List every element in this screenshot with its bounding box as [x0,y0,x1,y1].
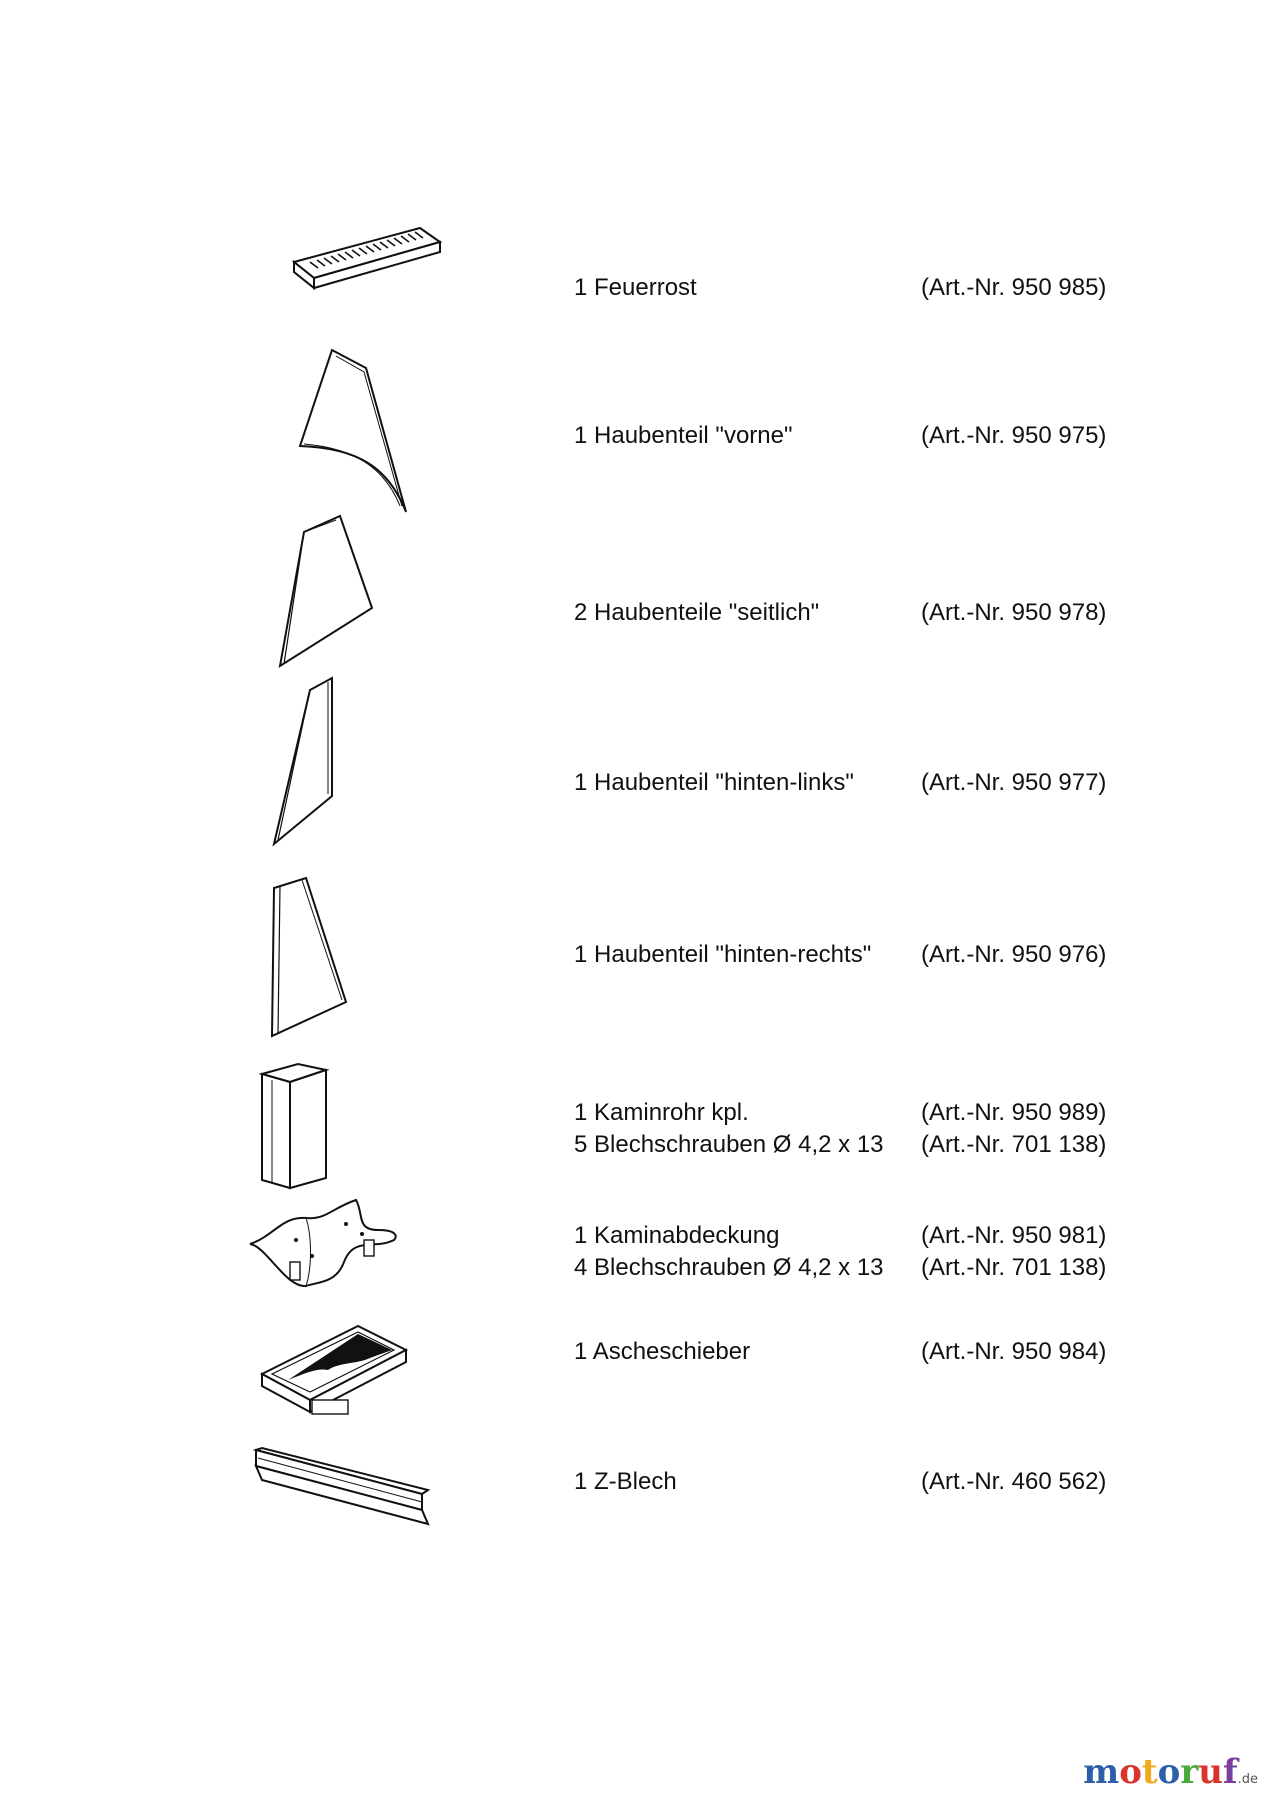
article-number: (Art.-Nr. 950 975) [921,422,1107,449]
article-number: (Art.-Nr. 950 978) [921,599,1107,626]
article-number: (Art.-Nr. 950 989) [921,1099,1107,1126]
logo-letter: u [1198,1752,1223,1792]
part-description: 1 Kaminabdeckung [574,1222,780,1249]
logo-text [1083,1752,1237,1792]
part-description: 1 Feuerrost [574,274,697,301]
article-number: (Art.-Nr. 950 985) [921,274,1107,301]
logo-letter: m [1083,1752,1120,1792]
part-description: 1 Z-Blech [574,1468,677,1495]
article-number: (Art.-Nr. 701 138) [921,1131,1107,1158]
article-number: (Art.-Nr. 950 981) [921,1222,1107,1249]
article-number: (Art.-Nr. 950 984) [921,1338,1107,1365]
logo-letter: o [1157,1752,1181,1792]
hood-side-panel-icon [274,514,384,670]
z-sheet-icon [252,1446,432,1528]
article-number: (Art.-Nr. 460 562) [921,1468,1107,1495]
hood-rear-right-panel-icon [266,876,352,1042]
part-description: 5 Blechschrauben Ø 4,2 x 13 [574,1131,884,1158]
ash-drawer-icon [258,1320,410,1416]
logo-letter: r [1180,1752,1199,1792]
article-number: (Art.-Nr. 701 138) [921,1254,1107,1281]
article-number: (Art.-Nr. 950 976) [921,941,1107,968]
part-description: 1 Kaminrohr kpl. [574,1099,749,1126]
logo-letter: o [1119,1752,1142,1792]
part-description: 1 Haubenteil "hinten-rechts" [574,941,872,968]
hood-front-panel-icon [296,346,416,516]
part-description: 4 Blechschrauben Ø 4,2 x 13 [574,1254,884,1281]
part-description: 1 Ascheschieber [574,1338,751,1365]
chimney-cover-icon [246,1196,398,1288]
motoruf-logo [1083,1752,1258,1792]
logo-tld: .de [1237,1772,1258,1787]
logo-letter: t [1141,1752,1158,1792]
chimney-pipe-icon [256,1056,332,1192]
fire-grate-icon [290,212,450,308]
part-description: 1 Haubenteil "vorne" [574,422,793,449]
part-description: 2 Haubenteile "seitlich" [574,599,820,626]
logo-letter: f [1222,1752,1238,1792]
part-description: 1 Haubenteil "hinten-links" [574,769,854,796]
hood-rear-left-panel-icon [270,676,340,848]
article-number: (Art.-Nr. 950 977) [921,769,1107,796]
